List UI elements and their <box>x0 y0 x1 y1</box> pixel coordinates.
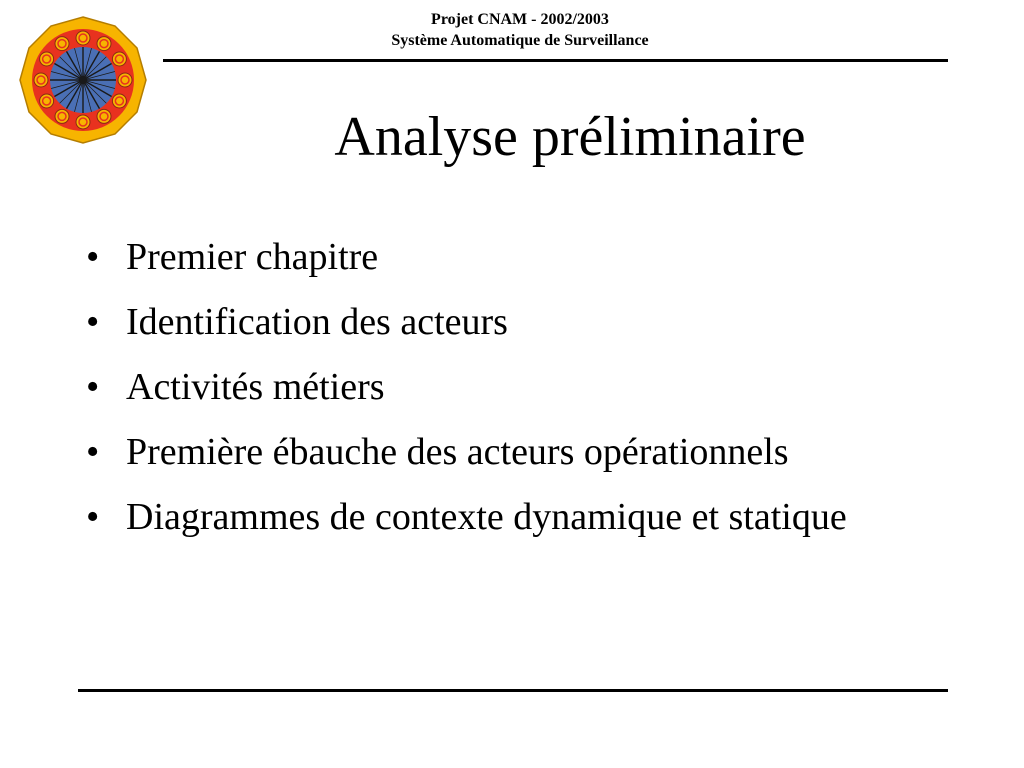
slide-title: Analyse préliminaire <box>334 106 806 168</box>
bullet-text: Diagrammes de contexte dynamique et statique <box>126 496 847 538</box>
bullet-marker: • <box>86 496 100 538</box>
footer-divider <box>78 689 948 692</box>
header-subject-line: Système Automatique de Surveillance <box>391 32 649 49</box>
bullet-marker: • <box>86 366 100 408</box>
bullet-item <box>84 297 944 347</box>
logo-spiral-icon <box>40 94 54 108</box>
bullet-text: Premier chapitre <box>126 236 379 278</box>
logo-spiral-icon <box>55 37 69 51</box>
bullet-marker: • <box>86 236 100 278</box>
logo-center <box>79 76 87 84</box>
logo-spiral-icon <box>97 109 111 123</box>
bullet-item <box>84 427 944 477</box>
bullet-text: Première ébauche des acteurs opérationnels <box>126 431 789 473</box>
bullet-item <box>84 362 944 412</box>
bullet-marker: • <box>86 431 100 473</box>
logo-spiral-icon <box>34 73 48 87</box>
cnam-logo-icon <box>17 15 149 145</box>
logo-spiral-icon <box>76 115 90 129</box>
logo-spiral-icon <box>76 31 90 45</box>
logo-spiral-icon <box>40 52 54 66</box>
logo-spiral-icon <box>112 52 126 66</box>
bullet-list <box>84 232 944 557</box>
header-divider <box>163 59 948 62</box>
bullet-text: Activités métiers <box>126 366 385 408</box>
logo-spiral-icon <box>112 94 126 108</box>
presentation-header <box>260 9 780 51</box>
bullet-item <box>84 492 944 542</box>
header-project-line: Projet CNAM - 2002/2003 <box>431 11 609 28</box>
bullet-item <box>84 232 944 282</box>
logo-spiral-icon <box>118 73 132 87</box>
bullet-text: Identification des acteurs <box>126 301 508 343</box>
logo-spiral-icon <box>55 109 69 123</box>
logo-spiral-icon <box>97 37 111 51</box>
bullet-marker: • <box>86 301 100 343</box>
